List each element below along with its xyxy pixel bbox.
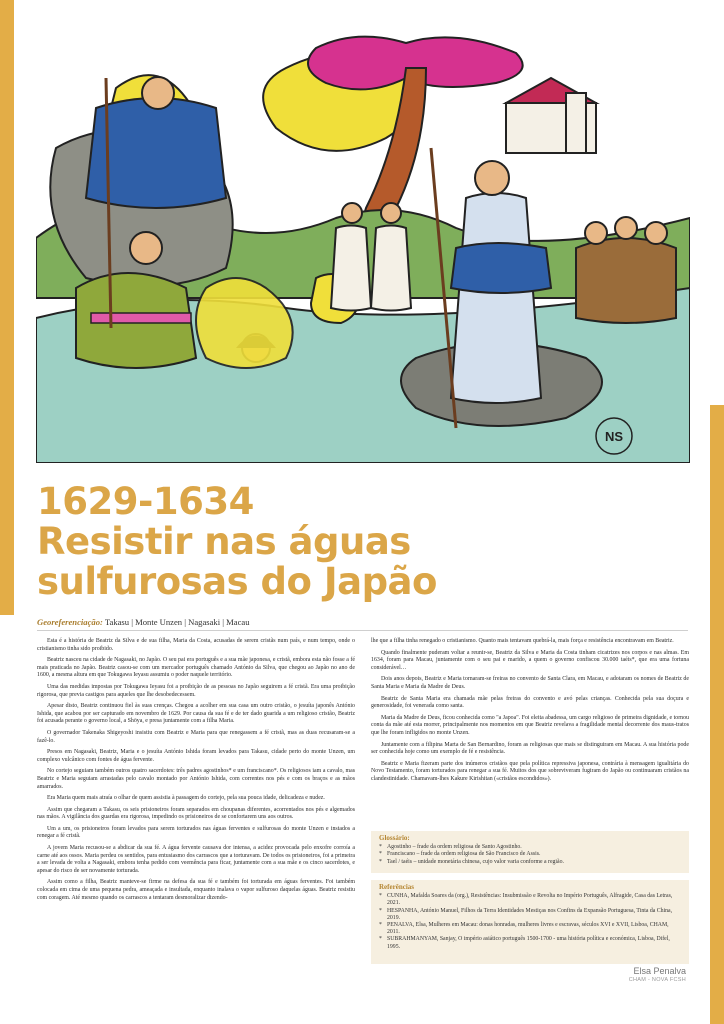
georef-value: Takasu | Monte Unzen | Nagasaki | Macau bbox=[104, 617, 250, 627]
paragraph: Esta é a história de Beatriz da Silva e de sua filha, Maria da Costa, acusadas de serem cristãs num país, e num tempo, onde o cristianismo tinha sido proibido. bbox=[37, 638, 355, 652]
glossary-item: * Agostinho – frade da ordem religiosa de Santo Agostinho. bbox=[379, 844, 681, 851]
text-column-right bbox=[371, 638, 689, 788]
glossary-heading: Glossário: bbox=[379, 834, 410, 842]
paragraph: Dois anos depois, Beatriz e Maria tornaram-se freiras no convento de Santa Clara, em Macau, e adotaram os nomes de Beatriz de Santa Maria e Maria da Madre de Deus. bbox=[371, 676, 689, 690]
glossary-item: * Tael / taéis – unidade monetária chinesa, cujo valor varia conforme a região. bbox=[379, 859, 681, 866]
title-line-2: sulfurosas do Japão bbox=[37, 560, 437, 603]
paragraph: Maria da Madre de Deus, ficou conhecida como "a Japoa". Foi eleita abadessa, um cargo religioso de primeira dignidade, e tornou conta da mãe até esta morrer, principalmente nos momentos em que Beatriz revelava a fragilidade mental decorrente dos maus-tratos que lhe foram infligidos no monte Unzen. bbox=[371, 714, 689, 736]
author-name: Elsa Penalva bbox=[633, 966, 686, 976]
paragraph: A jovem Maria recusou-se a abdicar da sua fé. A água fervente causava dor intensa, a acidez provocada pelo enxofre corroía a carne até aos ossos. Maria perdeu os sentidos, para entusiasmo dos carrascos que a torturavam. De todos os prisioneiros, foi a primeira a ser levada de volta a Nagasaki, embora tenha pedido com veemência para ficar, juntamente com a sua mãe e os cinco sacerdotes, e apesar do risco de ser novamente torturada. bbox=[37, 845, 355, 874]
paragraph: Quando finalmente puderam voltar a reunir-se, Beatriz da Silva e Maria da Costa tinham cicatrizes nos corpos e nas almas. Em 1634, foram para Macau, juntamente com o seu pai e marido, a quem o governo confiscou 30.000 taéis*, que era uma fortuna considerável… bbox=[371, 649, 689, 671]
paragraph: Presos em Nagasaki, Beatriz, Maria e o jesuíta António Ishida foram levados para Takasu, cidade perto do monte Unzen, um complexo vulcânico com fontes de água fervente. bbox=[37, 749, 355, 763]
paragraph: O governador Takenaka Shigeyoshi insistiu com Beatriz e Maria para que renegassem a fé cristã, mas as duas recusaram-se a fazê-lo. bbox=[37, 729, 355, 744]
paragraph: Um a um, os prisioneiros foram levados para serem torturados nas águas ferventes e sulfurosas do monte Unzen e instados a renegar a fé cristã. bbox=[37, 825, 355, 840]
glossary-box bbox=[371, 831, 689, 873]
right-accent-bar bbox=[710, 405, 724, 1024]
reference-item: * CUNHA, Mafalda Soares da (org.), Resistências: Insubmissão e Revolta no Império Português, Alfragide, Casa das Letras, 2021. bbox=[379, 893, 681, 907]
text-column-left bbox=[37, 638, 355, 906]
georeference bbox=[37, 617, 250, 627]
paragraph: Assim como a filha, Beatriz manteve-se firme na defesa da sua fé e também foi torturada em águas ferventes. Foi também colocada em cima de uma pequena pedra, ameaçada e insultada, enquanto inalava o vapor sulfuroso daquelas águas. Beatriz resistiu com coragem. Até mesmo quando os carrascos a tentaram desmoralizar dizendo- bbox=[37, 879, 355, 901]
title-year: 1629-1634 bbox=[37, 480, 254, 523]
title-block bbox=[37, 482, 637, 602]
title-line-1: Resistir nas águas bbox=[37, 520, 411, 563]
signature: NS bbox=[604, 429, 624, 444]
reference-item: * SUBRAHMANYAM, Sanjay, O império asiático português 1500-1700 - uma história política e económica, Lisboa, Difel, 1995. bbox=[379, 936, 681, 950]
georef-label: Georeferenciação: bbox=[37, 617, 103, 627]
author-affiliation: CHAM - NOVA FCSH bbox=[628, 977, 686, 983]
references-list bbox=[379, 893, 681, 951]
references-heading: Referências bbox=[379, 883, 414, 891]
illustration bbox=[36, 28, 690, 463]
left-accent-bar bbox=[0, 0, 14, 615]
paragraph: Beatriz de Santa Maria era chamada mãe pelas freiras do convento e avó pelas crianças. Conhecida pela sua doçura e generosidade, foi venerada como santa. bbox=[371, 695, 689, 710]
paragraph: lhe que a filha tinha renegado o cristianismo. Quanto mais tentavam quebrá-la, mais força e resistência encontravam em Beatriz. bbox=[371, 638, 674, 644]
paragraph: Beatriz nasceu na cidade de Nagasaki, no Japão. O seu pai era português e a sua mãe japonesa, e cristã, embora esta não fosse a fé mais praticada no Japão. Beatriz casou-se com um mercador português chamado António da Silva, que chegou ao Japão no ano de 1600, a mesma altura em que Tokugawa Ieyasu assumiu o poder naquele território. bbox=[37, 657, 355, 679]
paragraph: Apesar disto, Beatriz continuou fiel às suas crenças. Chegou a acolher em sua casa um outro cristão, o jesuíta japonês António Ishida, que acabou por ser capturado em novembro de 1629. Por causa da sua fé e de ter dado guarida a um religioso cristão, Beatriz foi acusada perante o governo local, a Shōya, e presa juntamente com a filha Maria. bbox=[37, 703, 355, 725]
reference-item: * HESPANHA, António Manuel, Filhos da Terra Identidades Mestiças nos Confins da Expansão Portuguesa, Tinta da China, 2019. bbox=[379, 908, 681, 922]
paragraph: Beatriz e Maria fizeram parte dos inúmeros cristãos que pela política repressiva japonesa, contrária à mensagem igualitária do Novo Testamento, foram torturados para renegar a sua fé. Muitos dos que sobreviveram fugiram do Japão ou continuaram cristãos na clandestinidade. Chamavam-lhes Kakure Kirishitan («cristãos escondidos»). bbox=[371, 760, 689, 782]
paragraph: Assim que chegaram a Takasu, os seis prisioneiros foram separados em choupanas diferentes, acorrentados nos pés e algemados nas mãos. A vigilância dos guardas era rigorosa, impedindo os prisioneiros de se confortarem uns aos outros. bbox=[37, 806, 355, 821]
references-box bbox=[371, 880, 689, 964]
divider bbox=[37, 630, 688, 631]
paragraph: Era Maria quem mais atraía o olhar de quem assistia à passagem do cortejo, pela sua pouca idade, delicadeza e nudez. bbox=[47, 795, 325, 802]
glossary-item: * Franciscano – frade da ordem religiosa de São Francisco de Assis. bbox=[379, 851, 681, 858]
paragraph: No cortejo seguiam também outros quatro sacerdotes: três padres agostinhos* e um franciscano*. Os religiosos iam a cavalo, mas Beatriz e Maria seguiam arrastadas pelo cavalo montado por António Ishida, com correntes nos pés e com os braços e as mãos amarrados. bbox=[37, 768, 355, 790]
paragraph: Uma das medidas impostas por Tokugawa Ieyasu foi a proibição de as pessoas no Japão seguirem a fé cristã. Era uma proibição rigorosa, que previa castigos para aqueles que lhe desobedecessem. bbox=[37, 683, 355, 698]
reference-item: * PENALVA, Elsa, Mulheres em Macau: donas honradas, mulheres livres e escravas, séculos XVI e XVII, Lisboa, CHAM, 2011. bbox=[379, 922, 681, 936]
paragraph: Juntamente com a filipina Marta de San Bernardino, foram as religiosas que mais se distinguiram em Macau. A sua história pode ser conhecida hoje como um exemplo de fé e resistência. bbox=[371, 741, 689, 756]
glossary-list bbox=[379, 844, 681, 866]
